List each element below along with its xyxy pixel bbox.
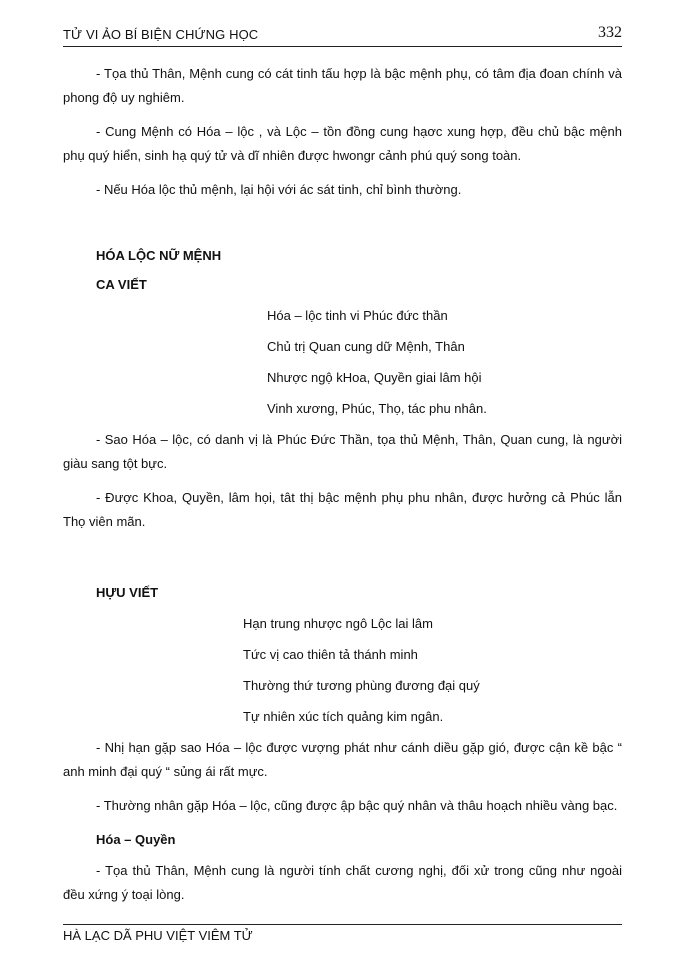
section-heading: HÓA LỘC NỮ MỆNH [96, 248, 222, 263]
paragraph: - Thường nhân gặp Hóa – lộc, cũng được ập bậc quý nhân và thâu hoạch nhiều vàng bạc. [96, 798, 618, 813]
poem-line: Chủ trị Quan cung dữ Mệnh, Thân [267, 339, 465, 354]
page-footer [63, 924, 622, 943]
paragraph: - Tọa thủ Thân, Mệnh cung là người tính chất cương nghị, đối xử trong cũng như ngoài đều xứng ý toại lòng. [63, 863, 622, 902]
section-heading: HỰU VIẾT [96, 585, 159, 600]
paragraph: - Nhị hạn gặp sao Hóa – lộc được vượng phát như cánh diều gặp gió, được cận kề bậc “ anh minh đại quý “ sủng ái rất mực. [63, 740, 622, 779]
poem-line: Tự nhiên xúc tích quảng kim ngân. [243, 709, 444, 724]
paragraph: - Được Khoa, Quyền, lâm họi, tât thị bậc mệnh phụ phu nhân, được hưởng cả Phúc lẫn Thọ viên mãn. [63, 490, 622, 529]
poem-line: Hóa – lộc tinh vi Phúc đức thần [267, 308, 448, 323]
page-number: 332 [598, 24, 622, 41]
poem-line: Hạn trung nhược ngô Lộc lai lâm [243, 616, 433, 631]
poem-line: Nhược ngộ kHoa, Quyền giai lâm hội [267, 370, 482, 385]
poem-line: Thường thứ tương phùng đương đại quý [243, 678, 480, 693]
poem-line: Tức vị cao thiên tả thánh minh [243, 647, 418, 662]
page-content [63, 62, 622, 917]
paragraph: - Sao Hóa – lộc, có danh vị là Phúc Đức Thần, tọa thủ Mệnh, Thân, Quan cung, là người giàu sang tột bực. [63, 432, 622, 471]
paragraph: - Tọa thủ Thân, Mệnh cung có cát tinh tấu hợp là bậc mệnh phụ, có tâm địa đoan chính và phong độ uy nghiêm. [63, 66, 622, 105]
paragraph: - Nếu Hóa lộc thủ mệnh, lại hội với ác sát tinh, chỉ bình thường. [96, 182, 462, 197]
poem-title: CA VIẾT [96, 277, 147, 292]
poem-block [63, 304, 622, 421]
poem-block [63, 612, 622, 729]
section-heading: Hóa – Quyền [96, 832, 176, 847]
poem-line: Vinh xương, Phúc, Thọ, tác phu nhân. [267, 401, 487, 416]
book-title: TỬ VI ẢO BÍ BIỆN CHỨNG HỌC [63, 27, 259, 42]
paragraph: - Cung Mệnh có Hóa – lộc , và Lộc – tồn đồng cung hạơc xung hợp, đều chủ bậc mệnh phụ quý hiển, sinh hạ quý tử và dĩ nhiên được hwongr cảnh phú quý song toàn. [63, 124, 622, 163]
footer-author: HÀ LẠC DÃ PHU VIỆT VIÊM TỬ [63, 928, 253, 943]
page-header [63, 24, 622, 47]
